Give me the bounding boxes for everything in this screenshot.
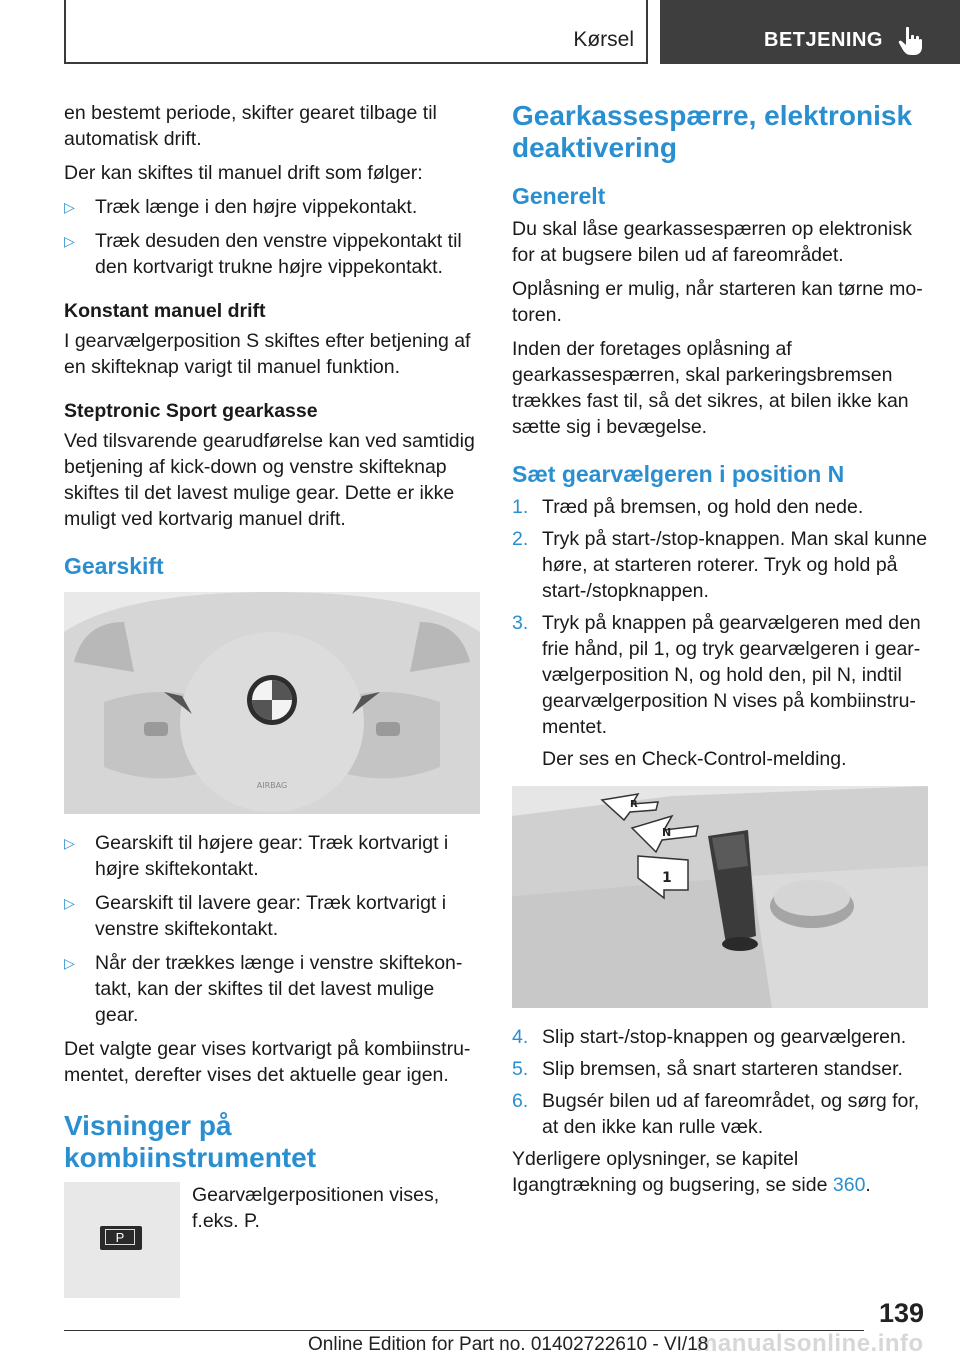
list-item: 2. Tryk på start-/stop-knappen. Man skal kunne høre, at starteren roterer. Tryk og hold på start-/stopknappen.	[512, 528, 928, 602]
paragraph: Ved tilsvarende gearudførelse kan ved samtidig betjening af kick-down og venstre skifteknap skiftes til det lavest mulige gear. Dette er ikke muligt ved kortvarig manuel drift.	[64, 430, 475, 530]
footer-edition: Online Edition for Part no. 01402722610 - VI/18	[308, 1334, 709, 1355]
gear-display-image	[64, 1182, 180, 1298]
paragraph: Oplåsning er mulig, når starteren kan tørne motoren.	[512, 278, 923, 326]
list-item: ▷ Træk desuden den venstre vippekontakt til den kortvarigt trukne højre vippekontakt.	[64, 230, 462, 278]
triangle-bullet-icon: ▷	[64, 895, 75, 911]
arrow-label-1: 1	[662, 870, 672, 886]
list-item: ▷ Gearskift til højere gear: Træk kortvarigt i højre skiftekontakt.	[64, 832, 449, 880]
paragraph: Du skal låse gearkassespærren op elektronisk for at bugsere bilen ud af fareområdet.	[512, 218, 912, 266]
arrow-label-r: R	[630, 799, 638, 810]
paragraph: Der kan skiftes til manuel drift som følger:	[64, 162, 423, 184]
list-item: ▷ Træk længe i den højre vippekontakt.	[64, 196, 418, 218]
section-heading: Gearskift	[64, 553, 164, 579]
paragraph: Yderligere oplysninger, se kapitel Igangtrækning og bugsering, se side 360.	[512, 1148, 871, 1196]
right-column	[512, 100, 928, 1206]
section-title: Kørsel	[573, 28, 634, 51]
paragraph: Gearvælgerpositionen vises, f.eks. P.	[192, 1184, 440, 1232]
page-title: Gearkassespærre, elektronisk deaktivering	[512, 100, 913, 163]
list-item: 5. Slip bremsen, så snart starteren standser.	[512, 1058, 903, 1080]
triangle-bullet-icon: ▷	[64, 835, 75, 851]
list-item: 6. Bugsér bilen ud af fareområdet, og sørg for, at den ikke kan rulle væk.	[512, 1090, 920, 1138]
triangle-bullet-icon: ▷	[64, 199, 75, 215]
paragraph: Inden der foretages oplåsning af gearkassespærren, skal parkeringsbremsen trækkes fast til, så det sikres, at bilen ikke kan sætte sig i bevægelse.	[512, 338, 909, 438]
gear-indicator-icon: P	[100, 1226, 142, 1250]
steering-wheel-illustration	[64, 592, 480, 814]
paragraph: I gearvælgerposition S skiftes efter betjening af en skifteknap varigt til manuel funktion.	[64, 330, 471, 378]
section-heading: Visninger på kombiinstrumentet	[64, 1110, 317, 1173]
list-item: 3. Tryk på knappen på gearvælgeren med den frie hånd, pil 1, og tryk gearvælgeren i gearvælgerposition N, og hold den, pil N, indtil gearvælgerposition N vises på kombiinstrumentet.	[512, 612, 921, 738]
chapter-title: BETJENING	[764, 29, 883, 51]
arrow-label-n: N	[662, 826, 672, 839]
gear-selector-illustration	[512, 786, 928, 1008]
section-heading: Sæt gearvælgeren i position N	[512, 461, 845, 487]
header-chapter-box	[660, 0, 960, 64]
list-item: 1. Træd på bremsen, og hold den nede.	[512, 496, 864, 518]
subheading: Steptronic Sport gearkasse	[64, 400, 318, 422]
hand-pointer-icon	[894, 24, 928, 58]
triangle-bullet-icon: ▷	[64, 955, 75, 971]
page-number: 139	[878, 1298, 924, 1328]
steering-wheel-image	[64, 592, 480, 814]
section-heading: Generelt	[512, 183, 606, 209]
subheading: Konstant manuel drift	[64, 300, 266, 322]
gear-selector-image	[512, 786, 928, 1008]
left-column	[64, 100, 480, 1302]
paragraph: en bestemt periode, skifter gearet tilbage til automatisk drift.	[64, 102, 437, 150]
page-link[interactable]: 360	[832, 1174, 866, 1196]
airbag-label: AIRBAG	[256, 781, 288, 790]
display-example	[64, 1182, 480, 1302]
paragraph: Der ses en Check-Control-melding.	[542, 748, 847, 770]
list-item: 4. Slip start-/stop-knappen og gearvælgeren.	[512, 1026, 907, 1048]
paragraph: Det valgte gear vises kortvarigt på kombiinstrumentet, derefter vises det aktuelle gear igen.	[64, 1038, 471, 1086]
list-item: ▷ Gearskift til lavere gear: Træk kortvarigt i venstre skiftekontakt.	[64, 892, 447, 940]
list-item: ▷ Når der trækkes længe i venstre skiftekontakt, kan der skiftes til det lavest mulige gear.	[64, 952, 463, 1026]
header-section-box	[64, 0, 648, 64]
watermark-site: manualsonline.info	[696, 1330, 924, 1357]
triangle-bullet-icon: ▷	[64, 233, 75, 249]
